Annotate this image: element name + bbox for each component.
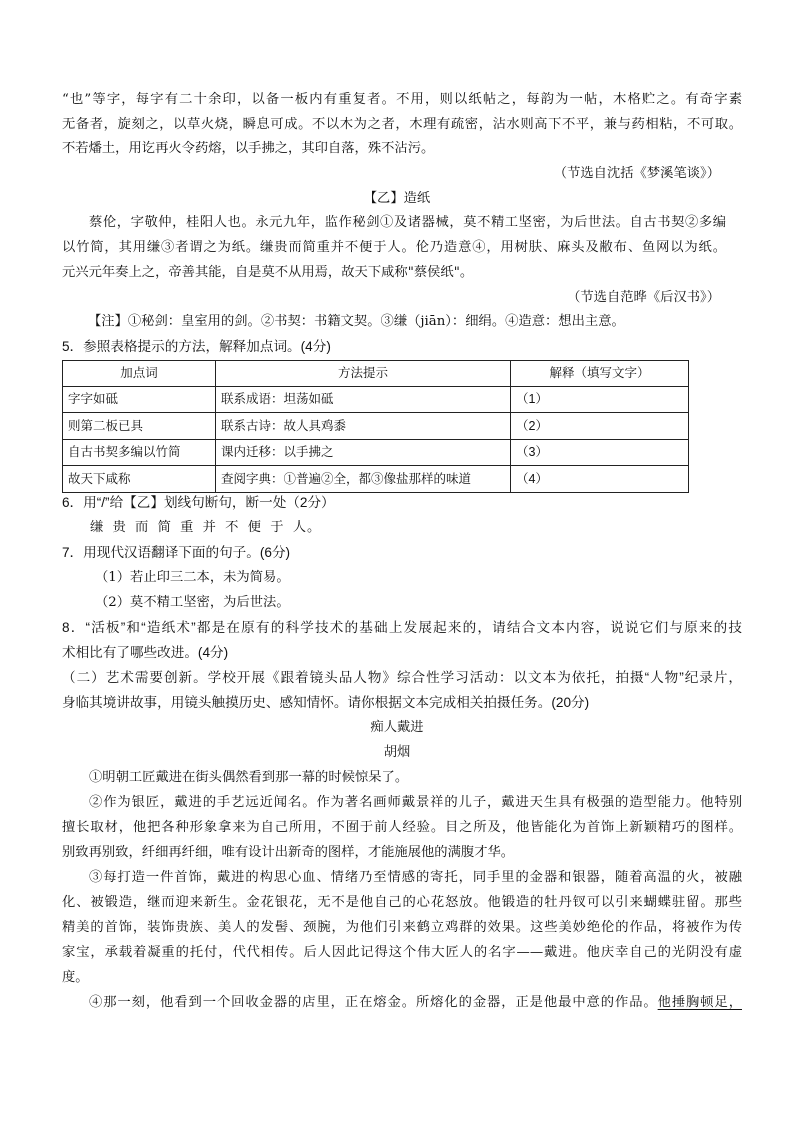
article-paragraph-2-line-1: ②作为银匠，戴进的手艺远近闻名。作为著名画师戴景祥的儿子，戴进天生具有极强的造型能力。他特别: [89, 795, 742, 811]
article-paragraph-3-line-4: 家宝，承载着凝重的托付，代代相传。后人因此记得这个伟大匠人的名字——戴进。他庆幸自己的光阴没有虚: [62, 945, 742, 961]
question-5: 5．参照表格提示的方法，解释加点词。(4分): [62, 338, 331, 354]
passage-jia-line-3: 不若燔土，用讫再火令药熔，以手拂之，其印自落，殊不沾污。: [62, 141, 435, 157]
table-cell-method: 联系古诗：故人具鸡黍: [216, 413, 511, 439]
table-header-word: 加点词: [63, 360, 216, 386]
question-6: 6．用“/”给【乙】划线句断句，断一处（2分）: [62, 495, 335, 511]
table-row: [63, 439, 689, 465]
table-row: [63, 386, 689, 412]
article-paragraph-4-text: ④那一刻，他看到一个回收金器的店里，正在熔金。所熔化的金器，正是他最中意的作品。: [89, 995, 658, 1011]
article-paragraph-2-line-3: 别致再别致，纤细再纤细，唯有设计出新奇的图样，才能施展他的满腹才华。: [62, 845, 515, 861]
page-content: [62, 88, 742, 1015]
table-header-row: [63, 360, 689, 386]
underlined-sentence: 他捶胸顿足，: [657, 995, 742, 1011]
table-cell-method: 课内迁移：以手拂之: [216, 439, 511, 465]
passage-jia-line-2: 无备者，旋刻之，以草火烧，瞬息可成。不以木为之者，木理有疏密，沾水则高下不平，兼与药相粘，不可取。: [62, 116, 742, 132]
passage-yi-title: 【乙】造纸: [363, 190, 431, 206]
article-paragraph-3-line-1: ③每打造一件首饰，戴进的构思心血、情绪乃至情感的寄托，同手里的金器和银器，随着高温的火，被融: [89, 870, 742, 886]
question-7-item-1: （1）若止印三二本，未为简易。: [95, 570, 290, 586]
article-paragraph-3-line-2: 化、被锻造，继而迎来新生。金花银花，无不是他自己的心花怒放。他锻造的牡丹钗可以引来蝴蝶驻留。那些: [62, 895, 742, 911]
table-cell-method: 联系成语：坦荡如砥: [216, 386, 511, 412]
q5-table-wrapper: [62, 360, 742, 487]
classical-passages: [62, 88, 742, 360]
table-cell-answer: （4）: [511, 466, 689, 492]
passage-yi-line-3: 元兴元年奏上之，帝善其能，自是莫不从用焉，故天下咸称"蔡侯纸"。: [62, 264, 474, 280]
table-header-method: 方法提示: [216, 360, 511, 386]
question-8-line-1: 8．“活板”和“造纸术”都是在原有的科学技术的基础上发展起来的，请结合文本内容，说说它们与原来的技: [62, 620, 742, 636]
article-author: 胡烟: [383, 745, 411, 761]
table-header-answer: 解释（填写文字）: [511, 360, 689, 386]
table-row: [63, 413, 689, 439]
table-cell-word: 则第二板已具: [63, 413, 216, 439]
passage-yi-line-2: 以竹简，其用缣③者谓之为纸。缣贵而简重并不便于人。伦乃造意④，用树肤、麻头及敝布、鱼网以为纸。: [62, 240, 726, 256]
passage-yi-line-1: 蔡伦，字敬仲，桂阳人也。永元九年，监作秘剑①及诸器械，莫不精工坚密，为后世法。自古书契②多编: [89, 215, 726, 231]
article-paragraph-2-line-2: 擅长取材，他把各种形象拿来为自己所用，不囿于前人经验。目之所及，他皆能化为首饰上新颖精巧的图样。: [62, 820, 742, 836]
question-7-item-2: （2）莫不精工坚密，为后世法。: [95, 595, 290, 611]
table-cell-word: 自古书契多编以竹简: [63, 439, 216, 465]
question-7: 7．用现代汉语翻译下面的句子。(6分): [62, 545, 291, 561]
question-6-sentence: 缣 贵 而 简 重 并 不 便 于 人。: [90, 520, 322, 536]
table-cell-word: 故天下咸称: [63, 466, 216, 492]
article-title: 痴人戴进: [370, 720, 424, 736]
article-paragraph-3-line-3: 精美的首饰，装饰贵族、美人的发髻、颈腕，为他们引来鹤立鸡群的效果。这些美妙绝伦的作品，将被作为传: [62, 920, 742, 936]
table-cell-word: 字字如砥: [63, 386, 216, 412]
table-cell-method: 查阅字典：①普遍②全，都③像盐那样的味道: [216, 466, 511, 492]
table-cell-answer: （1）: [511, 386, 689, 412]
passage-jia-line-1: “也”等字，每字有二十余印，以备一板内有重复者。不用，则以纸帖之，每韵为一帖，木格贮之。有奇字素: [62, 92, 742, 107]
section-2-intro-line-1: （二）艺术需要创新。学校开展《跟着镜头品人物》综合性学习活动：以文本为依托，拍摄“人物”纪录片，: [62, 670, 742, 686]
passage-jia-source: （节选自沈括《梦溪笔谈》）: [553, 166, 720, 182]
passage-yi-source: （节选自范晔《后汉书》）: [567, 289, 720, 305]
q5-table: [62, 360, 689, 493]
table-cell-answer: （2）: [511, 413, 689, 439]
annotation-note: 【注】①秘剑：皇室用的剑。②书契：书籍文契。③缣（jiān）：细绢。④造意：想出主意。: [88, 314, 625, 330]
section-2-intro-line-2: 身临其境讲故事，用镜头触摸历史、感知情怀。请你根据文本完成相关拍摄任务。(20分): [62, 695, 590, 711]
article-paragraph-4-line-1: [62, 990, 742, 1015]
article-paragraph-1: ①明朝工匠戴进在街头偶然看到那一幕的时候惊呆了。: [89, 770, 409, 786]
table-row: [63, 466, 689, 492]
table-cell-answer: （3）: [511, 439, 689, 465]
questions-and-article: [62, 490, 742, 1015]
article-paragraph-3-line-5: 度。: [62, 970, 89, 986]
question-8-line-2: 术相比有了哪些改进。(4分): [62, 645, 229, 661]
